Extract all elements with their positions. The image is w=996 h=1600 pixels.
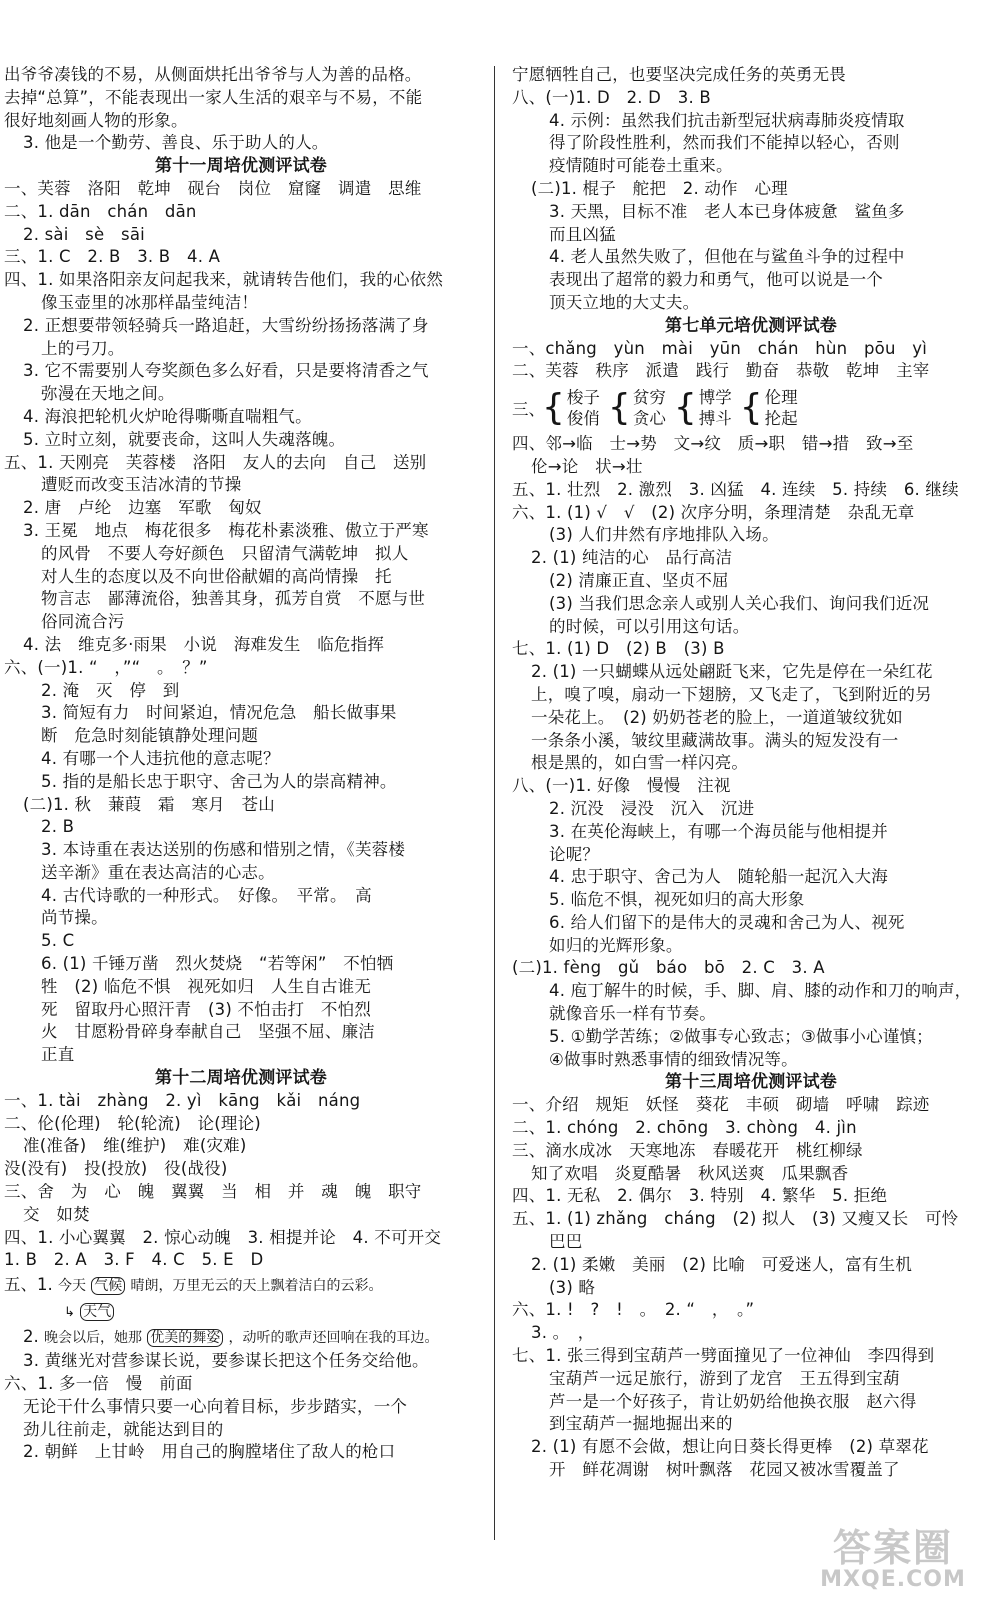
answer-line: 4. 古代诗歌的一种形式。 好像。 平常。 高	[41, 885, 372, 905]
answer-line: 一朵花上。 (2) 奶奶苍老的脸上，一道道皱纹犹如	[531, 707, 903, 727]
answer-line: 顶天立地的大丈夫。	[549, 292, 700, 312]
answer-line: 六、1. (1) √ √ (2) 次序分明，条理清楚 杂乱无章	[512, 502, 915, 522]
word-pair	[608, 387, 666, 429]
correction-figure-2	[4, 1324, 478, 1350]
correction-figure-1	[4, 1272, 478, 1298]
arrow-icon: ↳	[64, 1305, 75, 1321]
answer-line: 七、1. 张三得到宝葫芦一劈面撞见了一位神仙 李四得到	[512, 1346, 935, 1366]
right-column	[512, 64, 990, 1482]
answer-line: 一、1. tài zhàng 2. yì kāng kǎi náng	[4, 1090, 361, 1110]
answer-line: 二、芙蓉 秩序 派遣 践行 勤奋 恭敬 乾坤 主宰	[512, 361, 930, 381]
answer-line: 四、1. 如果洛阳亲友问起我来，就请转告他们，我的心依然	[4, 270, 444, 290]
answer-line: 4. 示例：虽然我们抗击新型冠状病毒肺炎疫情取	[549, 110, 905, 130]
answer-line: 4. 老人虽然失败了，但他在与鲨鱼斗争的过程中	[549, 247, 905, 267]
left-answer-lines-2	[4, 1350, 478, 1464]
answer-line: 2. (1) 柔嫩 美丽 (2) 比喻 可爱迷人，富有生机	[531, 1254, 913, 1274]
answer-line: 2. 唐 卢纶 边塞 军歌 匈奴	[23, 498, 262, 518]
answer-line: 物言志 鄙薄流俗，独善其身，孤芳自赏 不愿与世	[41, 589, 426, 609]
answer-line: 3. 本诗重在表达送别的伤感和惜别之情，《芙蓉楼	[41, 840, 406, 860]
answer-line: 火 甘愿粉骨碎身奉献自己 坚强不屈、廉洁	[41, 1022, 375, 1042]
answer-line: 一、芙蓉 洛阳 乾坤 砚台 岗位 窟窿 调遣 思维	[4, 178, 422, 198]
brace-icon: {	[607, 387, 631, 429]
answer-line: 到宝葫芦一掘地掘出来的	[549, 1414, 733, 1434]
answer-line: 六、1. ! ? ! 。 2. “ ， 。”	[512, 1300, 755, 1320]
answer-line: (二)1. 秋 蒹葭 霜 寒月 苍山	[23, 794, 275, 814]
answer-line: 对人生的态度以及不向世俗献媚的高尚情操 托	[41, 566, 392, 586]
answer-line: 而且凶猛	[549, 224, 616, 244]
section-label: 三、	[512, 400, 545, 420]
answer-line: 没(没有) 投(投放) 役(战役)	[4, 1159, 228, 1179]
answer-line: 一、介绍 规矩 妖怪 葵花 丰硕 砌墙 呼啸 踪迹	[512, 1095, 930, 1115]
section-title: 第十一周培优测评试卷	[155, 156, 327, 177]
answer-line: 知了欢唱 炎夏酷暑 秋风送爽 瓜果飘香	[531, 1163, 849, 1183]
correction-note	[4, 1298, 478, 1324]
answer-line: 俗同流合污	[41, 612, 125, 632]
answer-line: 5. 立时立刻，就要丧命，这叫人失魂落魄。	[23, 429, 346, 449]
answer-line: 就像音乐一样有节奏。	[549, 1004, 716, 1024]
watermark-top: 答案圈	[832, 1526, 953, 1570]
brace-icon: {	[673, 387, 697, 429]
section-title: 第十三周培优测评试卷	[665, 1072, 837, 1093]
answer-line: 得了阶段性胜利，然而我们不能掉以轻心，否则	[549, 133, 900, 153]
answer-line: 2. sài sè sāi	[23, 224, 145, 244]
answer-line: 4. 庖丁解牛的时候，手、脚、肩、膝的动作和刀的响声，	[549, 981, 972, 1001]
answer-line: 三、1. C 2. B 3. B 4. A	[4, 247, 221, 267]
answer-line: 芦一是一个好孩子，肯让奶奶给他换衣服 赵六得	[549, 1391, 917, 1411]
answer-line: (3) 人们井然有序地排队入场。	[549, 525, 779, 545]
answer-line: 4. 有哪一个人违抗他的意志呢？	[41, 748, 280, 768]
pair-word: 抡起	[764, 409, 798, 429]
answer-line: 巴巴	[549, 1232, 583, 1252]
answer-line: 宝葫芦一远足旅行，游到了龙宫 王五得到宝葫	[549, 1368, 900, 1388]
answer-line: (2) 清廉正直、坚贞不屈	[549, 570, 729, 590]
answer-line: 四、邻→临 士→势 文→纹 质→职 错→措 致→至	[512, 434, 914, 454]
answer-line: 八、(一)1. 好像 慢慢 注视	[512, 776, 731, 796]
answer-line: 二、1. dān chán dān	[4, 201, 197, 221]
answer-line: 2. (1) 有愿不会做，想让向日葵长得更棒 (2) 草翠花	[531, 1437, 929, 1457]
answer-line: 出爷爷凑钱的不易，从侧面烘托出爷爷与人为善的品格。	[4, 65, 422, 84]
answer-line: 八、(一)1. D 2. D 3. B	[512, 87, 711, 107]
answer-line: 4. 法 维克多·雨果 小说 海难发生 临危指挥	[23, 634, 385, 654]
answer-line: 5. C	[41, 931, 75, 951]
answer-line: 5. ①勤学苦练；②做事专心致志；③做事小心谨慎；	[549, 1026, 933, 1046]
right-answer-lines	[512, 64, 990, 383]
pair-word: 搏斗	[698, 409, 732, 429]
answer-line: 3. 王冕 地点 梅花很多 梅花朴素淡雅、傲立于严寒	[23, 520, 429, 540]
answer-line: 上的弓刀。	[41, 338, 125, 358]
watermark-bottom: MXQE.COM	[820, 1567, 966, 1592]
pair-word: 博学	[698, 388, 732, 408]
answer-line: 1. B 2. A 3. F 4. C 5. E D	[4, 1250, 264, 1270]
answer-line: 交 如焚	[23, 1204, 90, 1224]
answer-line: 正直	[41, 1045, 75, 1065]
answer-line: 五、1. (1) zhǎng cháng (2) 拟人 (3) 又瘦又长 可怜	[512, 1209, 959, 1229]
brace-icon: {	[542, 387, 565, 429]
answer-line: 六、1. 多一倍 慢 前面	[4, 1374, 193, 1394]
left-answer-lines	[4, 64, 478, 1272]
answer-line: 开 鲜花凋谢 树叶飘落 花园又被冰雪覆盖了	[549, 1460, 900, 1480]
answer-line: 2. B	[41, 817, 75, 837]
answer-line: 2. 淹 灭 停 到	[41, 680, 180, 700]
answer-line: 根是黑的，如白雪一样闪亮。	[531, 753, 749, 773]
answer-line: 无论干什么事情只要一心向着目标，步步踏实，一个	[23, 1396, 408, 1416]
answer-line: 3. 在英伦海峡上，有哪一个海员能与他相提并	[549, 821, 888, 841]
brace-icon: {	[739, 387, 763, 429]
answer-line: 2. 沉没 浸没 沉入 沉进	[549, 798, 755, 818]
pair-word: 贫穷	[632, 388, 666, 408]
answer-line: 5. 指的是船长忠于职守、舍己为人的崇高精神。	[41, 771, 397, 791]
watermark-logo	[798, 1528, 988, 1594]
answer-line: 的风骨 不要人夸好颜色 只留清气满乾坤 拟人	[41, 543, 409, 563]
answer-line: 遭贬而改变玉洁冰清的节操	[41, 475, 242, 495]
word-groups	[542, 387, 798, 429]
answer-line: 二、伦(伦理) 轮(轮流) 论(理论)	[4, 1113, 261, 1133]
answer-line: 4. 海浪把轮机火炉呛得嘶嘶直喘粗气。	[23, 406, 312, 426]
figure-text-a: 今天	[58, 1278, 86, 1295]
answer-line: 3. 。 ，	[531, 1323, 595, 1343]
answer-line: 送辛渐》重在表达高洁的心志。	[41, 862, 275, 882]
answer-line: 三、舍 为 心 魄 翼翼 当 相 并 魂 魄 职守	[4, 1182, 422, 1202]
answer-line: (二)1. 棍子 舵把 2. 动作 心理	[531, 178, 788, 198]
answer-line: (3) 略	[549, 1277, 596, 1297]
answer-line: 3. 天黑，目标不准 老人本已身体疲惫 鲨鱼多	[549, 201, 905, 221]
pair-word: 俊俏	[566, 409, 600, 429]
right-answer-lines-2	[512, 433, 990, 1482]
answer-line: 3. 简短有力 时间紧迫，情况危急 船长做事果	[41, 703, 397, 723]
answer-line: 去掉“总算”，不能表现出一家人生活的艰辛与不易，不能	[4, 87, 423, 107]
answer-line: 断 危急时刻能镇静处理问题	[41, 726, 259, 746]
section-title: 第十二周培优测评试卷	[155, 1068, 327, 1089]
answer-line: 劲儿往前走，就能达到目的	[23, 1419, 224, 1439]
answer-line: 六、(一)1. “ ，”“ 。 ？”	[4, 657, 208, 677]
answer-line: 一条条小溪，皱纹里藏满故事。满头的短发没有一	[531, 730, 899, 750]
answer-line: 6. 给人们留下的是伟大的灵魂和舍己为人、视死	[549, 912, 905, 932]
figure-prefix: 五、1.	[4, 1275, 58, 1295]
answer-line: 论呢？	[549, 844, 600, 864]
word-group-section	[512, 385, 990, 431]
answer-line: (3) 当我们思念亲人或别人关心我们、询问我们近况	[549, 593, 930, 613]
answer-line: 五、1. 壮烈 2. 激烈 3. 凶猛 4. 连续 5. 持续 6. 继续	[512, 479, 959, 499]
answer-line: 宁愿牺牲自己，也要坚决完成任务的英勇无畏	[512, 65, 846, 84]
answer-line: 如归的光辉形象。	[549, 935, 683, 955]
answer-line: 四、1. 无私 2. 偶尔 3. 特别 4. 繁华 5. 拒绝	[512, 1186, 888, 1206]
pair-word: 伦理	[764, 388, 798, 408]
answer-line: 上，嗅了嗅，扇动一下翅膀，又飞走了，飞到附近的另	[531, 684, 932, 704]
answer-line: ④做事时熟悉事情的细致情况等。	[549, 1049, 798, 1069]
answer-line: 弥漫在天地之间。	[41, 384, 175, 404]
answer-line: 尚节操。	[41, 908, 108, 928]
answer-line: 七、1. (1) D (2) B (3) B	[512, 639, 725, 659]
answer-line: 3. 黄继光对营参谋长说，要参谋长把这个任务交给他。	[23, 1351, 429, 1371]
pair-word: 梭子	[566, 388, 600, 408]
circled-word: 气候	[91, 1277, 125, 1295]
answer-line: 2. (1) 一只蝴蝶从远处翩跹飞来，它先是停在一朵红花	[531, 662, 933, 682]
answer-line: 2. 朝鲜 上甘岭 用自己的胸膛堵住了敌人的枪口	[23, 1442, 396, 1462]
answer-line: 三、滴水成冰 天寒地冻 春暖花开 桃红柳绿	[512, 1140, 863, 1160]
circled-phrase: 优美的舞姿	[147, 1329, 223, 1347]
left-column	[4, 64, 478, 1464]
figure-text-a: 晚会以后，她那	[44, 1330, 142, 1347]
answer-line: 4. 忠于职守、舍己为人 随轮船一起沉入大海	[549, 867, 888, 887]
word-pair	[542, 387, 600, 429]
answer-line: 二、1. chóng 2. chōng 3. chòng 4. jìn	[512, 1118, 857, 1138]
answer-line: 6. (1) 千锤万凿 烈火焚烧 “若等闲” 不怕牺	[41, 954, 394, 974]
answer-line: 2. 正想要带领轻骑兵一路追赶，大雪纷纷扬扬落满了身	[23, 315, 429, 335]
word-pair	[740, 387, 798, 429]
answer-line: 伦→论 状→壮	[531, 456, 643, 476]
answer-line: (二)1. fèng gǔ báo bō 2. C 3. A	[512, 958, 825, 978]
answer-line: 5. 临危不惧，视死如归的高大形象	[549, 890, 805, 910]
answer-line: 一、chǎng yùn mài yūn chán hùn pōu yì	[512, 338, 928, 358]
correction-word: 天气	[80, 1303, 114, 1321]
answer-line: 牲 (2) 临危不惧 视死如归 人生自古谁无	[41, 976, 372, 996]
answer-line: 五、1. 天刚亮 芙蓉楼 洛阳 友人的去向 自己 送别	[4, 452, 427, 472]
answer-line: 的时候，可以引用这句话。	[549, 616, 750, 636]
section-title: 第七单元培优测评试卷	[665, 315, 837, 336]
answer-line: 2. (1) 纯洁的心 品行高洁	[531, 548, 733, 568]
figure-text-b: 晴朗，万里无云的天上飘着洁白的云彩。	[130, 1278, 383, 1295]
answer-line: 很好地刻画人物的形象。	[4, 110, 188, 130]
figure-prefix: 2.	[23, 1327, 44, 1347]
word-pair	[674, 387, 732, 429]
answer-line: 四、1. 小心翼翼 2. 惊心动魄 3. 相提并论 4. 不可开交	[4, 1227, 442, 1247]
pair-word: 贪心	[632, 409, 666, 429]
answer-line: 疫情随时可能卷土重来。	[549, 156, 733, 176]
figure-text-b: ，动听的歌声还回响在我的耳边。	[228, 1330, 439, 1347]
answer-line: 表现出了超常的毅力和勇气，他可以说是一个	[549, 270, 883, 290]
answer-line: 3. 他是一个勤劳、善良、乐于助人的人。	[23, 133, 329, 153]
answer-line: 像玉壶里的冰那样晶莹纯洁！	[41, 292, 259, 312]
answer-line: 死 留取丹心照汗青 (3) 不怕击打 不怕烈	[41, 999, 372, 1019]
answer-line: 准(准备) 维(维护) 难(灾难)	[23, 1136, 247, 1156]
column-divider	[494, 66, 495, 1540]
answer-line: 3. 它不需要别人夸奖颜色多么好看，只是要将清香之气	[23, 361, 429, 381]
